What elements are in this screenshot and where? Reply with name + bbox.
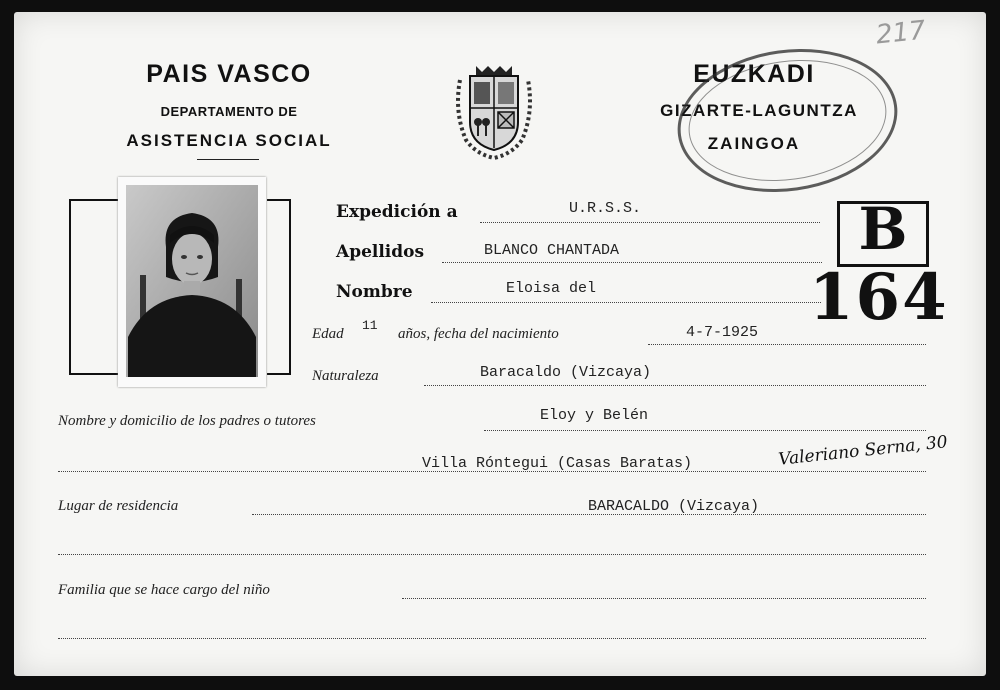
padres-label: Nombre y domicilio de los padres o tutores	[58, 413, 316, 429]
expedicion-label: Expedición a	[336, 202, 458, 222]
nombre-line	[431, 302, 821, 303]
edad-label: Edad	[312, 326, 344, 342]
header-right-subtitle: GIZARTE-LAGUNTZA	[660, 101, 858, 120]
domicilio-handwritten: Valeriano Serna, 30	[777, 432, 949, 470]
expedicion-line	[480, 222, 820, 223]
edad-suffix: años, fecha del nacimiento	[398, 326, 559, 342]
header-left-department: ASISTENCIA SOCIAL	[126, 131, 332, 150]
naturaleza-label: Naturaleza	[312, 368, 379, 384]
naturaleza-line	[424, 385, 926, 386]
card-number: 164	[809, 260, 949, 335]
residencia-label: Lugar de residencia	[58, 498, 179, 514]
series-letter: B	[858, 195, 908, 263]
nombre-value: Eloisa del	[506, 280, 597, 297]
familia-extra-line	[58, 638, 926, 639]
evacuation-card	[14, 12, 986, 676]
familia-label: Familia que se hace cargo del niño	[58, 582, 270, 598]
edad-value: 11	[362, 318, 378, 333]
nombre-label: Nombre	[336, 282, 413, 302]
apellidos-line	[442, 262, 822, 263]
header-right-title: EUZKADI	[693, 60, 815, 88]
header-left-title: PAIS VASCO	[146, 60, 312, 88]
apellidos-value: BLANCO CHANTADA	[484, 242, 620, 259]
naturaleza-value: Baracaldo (Vizcaya)	[480, 364, 652, 381]
photo-frame-left	[69, 199, 123, 375]
expedicion-value: U.R.S.S.	[569, 200, 642, 217]
residencia-extra-line	[58, 554, 926, 555]
domicilio-value: Villa Róntegui (Casas Baratas)	[422, 455, 693, 472]
header-right-department: ZAINGOA	[707, 134, 801, 153]
fecha-line	[648, 344, 926, 345]
residencia-value: BARACALDO (Vizcaya)	[588, 498, 760, 515]
header-left-subtitle: DEPARTAMENTO DE	[160, 104, 298, 119]
corner-note: 217	[874, 15, 928, 51]
coat-of-arms-emblem	[446, 62, 542, 162]
padres-line	[484, 430, 926, 431]
portrait-photo	[118, 177, 266, 387]
photo-frame-right	[267, 199, 291, 375]
familia-line	[402, 598, 926, 599]
apellidos-label: Apellidos	[336, 242, 425, 262]
fecha-value: 4-7-1925	[686, 324, 759, 341]
header-left-rule	[197, 159, 259, 160]
padres-value: Eloy y Belén	[540, 407, 649, 424]
